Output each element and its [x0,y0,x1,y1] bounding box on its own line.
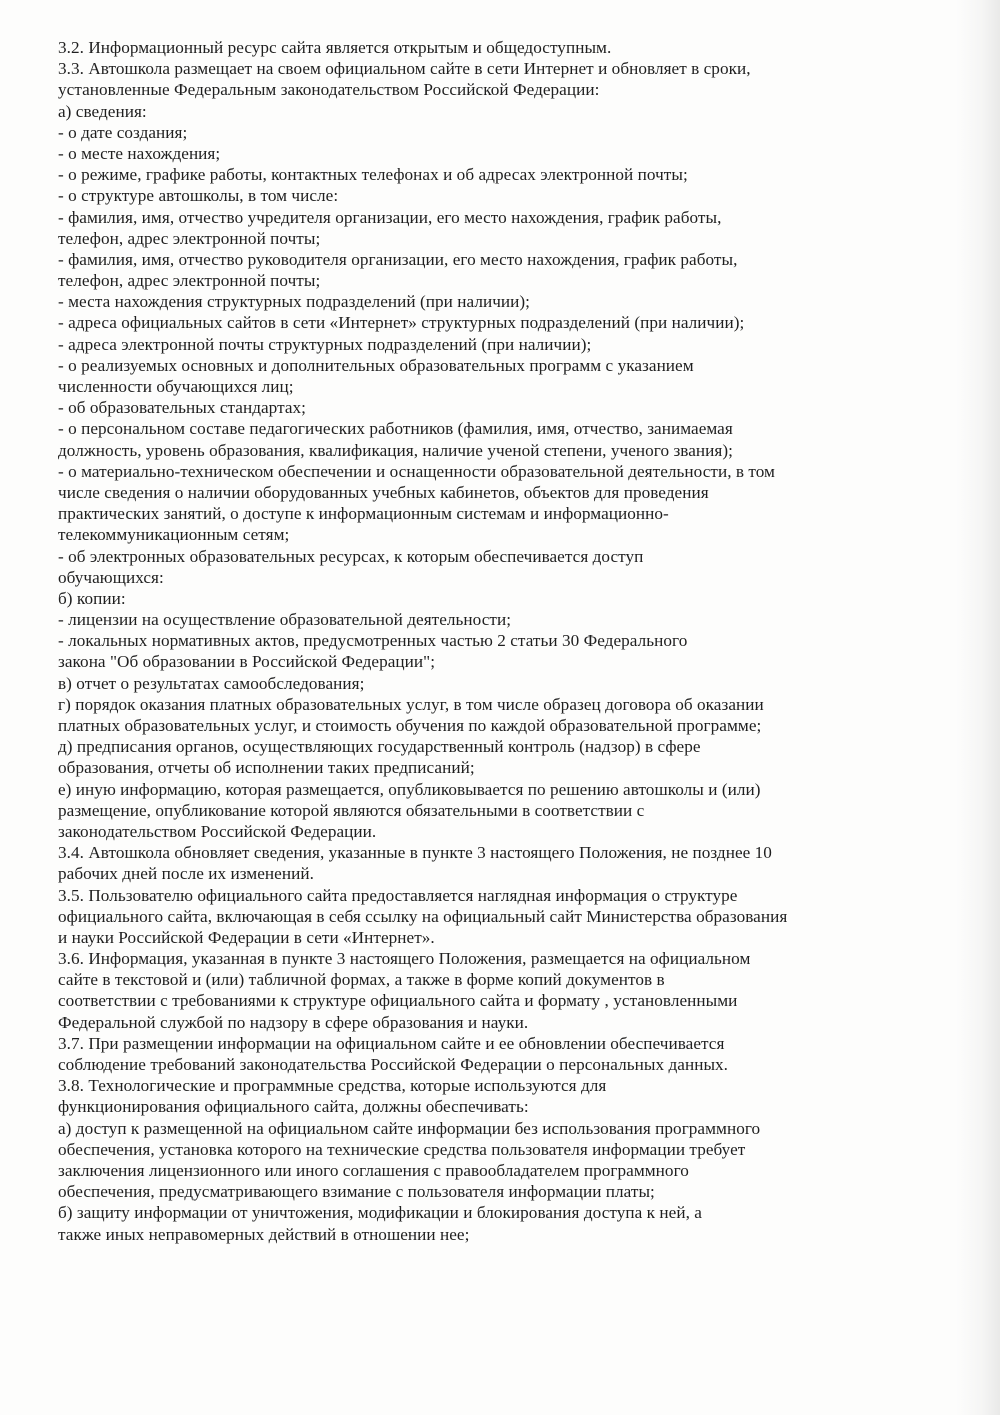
document-line: телефон, адрес электронной почты; [58,271,321,291]
scan-edge-shadow [956,0,1000,1415]
document-line: - об электронных образовательных ресурсах, к которым обеспечивается доступ [58,546,644,566]
document-line: а) доступ к размещенной на официальном сайте информации без использования программного [58,1118,761,1138]
document-line: образования, отчеты об исполнении таких предписаний; [58,758,475,778]
document-line: соблюдение требований законодательства Российской Федерации о персональных данных. [58,1055,729,1074]
document-line: 3.3. Автошкола размещает на своем официальном сайте в сети Интернет и обновляет в сроки, [58,59,751,79]
document-line: официального сайта, включающая в себя ссылку на официальный сайт Министерства образования [58,906,788,926]
document-line: обеспечения, установка которого на технические средства пользователя информации требует [58,1139,746,1159]
document-line: Федеральной службой по надзору в сфере образования и науки. [58,1012,529,1032]
document-line: - локальных нормативных актов, предусмотренных частью 2 статьи 30 Федерального [58,631,688,651]
document-line: б) копии: [58,588,126,608]
document-line: также иных неправомерных действий в отношении нее; [58,1224,470,1244]
document-line: в) отчет о результатах самообследования; [58,673,365,693]
document-line: - адреса официальных сайтов в сети «Интернет» структурных подразделений (при наличии); [58,313,745,333]
document-line: - о месте нахождения; [58,143,221,163]
document-line: числе сведения о наличии оборудованных учебных кабинетов, объектов для проведения [58,482,709,502]
document-line: заключения лицензионного или иного соглашения с правообладателем программного [58,1160,689,1180]
document-line: - о реализуемых основных и дополнительных образовательных программ с указанием [58,355,694,375]
document-line: - фамилия, имя, отчество учредителя организации, его место нахождения, график работы, [58,207,722,227]
document-line: телекоммуникационным сетям; [58,525,290,545]
document-line: - о персональном составе педагогических работников (фамилия, имя, отчество, занимаемая [58,419,733,439]
document-line: законодательством Российской Федерации. [58,821,377,841]
document-line: численности обучающихся лиц; [58,377,294,396]
document-line: 3.8. Технологические и программные средства, которые используются для [58,1076,607,1096]
document-line: обучающихся: [58,567,164,587]
document-line: - о режиме, графике работы, контактных телефонах и об адресах электронной почты; [58,165,688,185]
document-line: 3.7. При размещении информации на официальном сайте и ее обновлении обеспечивается [58,1033,725,1053]
document-line: - фамилия, имя, отчество руководителя организации, его место нахождения, график работы, [58,249,738,269]
document-line: - адреса электронной почты структурных подразделений (при наличии); [58,334,592,354]
document-line: 3.5. Пользователю официального сайта предоставляется наглядная информация о структуре [58,885,738,905]
document-line: функционирования официального сайта, должны обеспечивать: [58,1097,529,1117]
document-line: - о материально-техническом обеспечении и оснащенности образовательной деятельности, в том [58,461,775,481]
document-line: сайте в текстовой и (или) табличной формах, а также в форме копий документов в [58,970,665,990]
document-line: б) защиту информации от уничтожения, модификации и блокирования доступа к ней, а [58,1203,702,1223]
document-line: должность, уровень образования, квалификация, наличие ученой степени, ученого звания); [58,440,733,460]
document-line: е) иную информацию, которая размещается, опубликовывается по решению автошколы и (или) [58,779,761,799]
document-line: 3.2. Информационный ресурс сайта является открытым и общедоступным. [58,38,612,57]
document-line: соответствии с требованиями к структуре официального сайта и формату , установленными [58,991,738,1011]
document-line: обеспечения, предусматривающего взимание с пользователя информации платы; [58,1182,655,1202]
document-line: платных образовательных услуг, и стоимость обучения по каждой образовательной программе; [58,716,762,735]
document-line: - лицензии на осуществление образовательной деятельности; [58,610,512,630]
document-body-text [58,37,958,1245]
document-line: рабочих дней после их изменений. [58,864,314,884]
document-line: 3.4. Автошкола обновляет сведения, указанные в пункте 3 настоящего Положения, не позднее 10 [58,843,772,863]
document-line: - о структуре автошколы, в том числе: [58,186,339,206]
document-line: размещение, опубликование которой являются обязательными в соответствии с [58,800,645,820]
document-line: а) сведения: [58,101,147,121]
document-line: телефон, адрес электронной почты; [58,228,321,248]
document-line: - о дате создания; [58,122,188,142]
document-line: - об образовательных стандартах; [58,398,306,418]
document-line: и науки Российской Федерации в сети «Интернет». [58,927,435,947]
document-line: практических занятий, о доступе к информационным системам и информационно- [58,504,669,524]
document-line: г) порядок оказания платных образовательных услуг, в том числе образец договора об оказании [58,694,764,714]
document-line: - места нахождения структурных подразделений (при наличии); [58,292,531,312]
document-line: 3.6. Информация, указанная в пункте 3 настоящего Положения, размещается на официальном [58,949,751,969]
document-line: д) предписания органов, осуществляющих государственный контроль (надзор) в сфере [58,737,701,757]
document-line: закона "Об образовании в Российской Федерации"; [58,652,436,672]
document-line: установленные Федеральным законодательством Российской Федерации: [58,80,600,100]
